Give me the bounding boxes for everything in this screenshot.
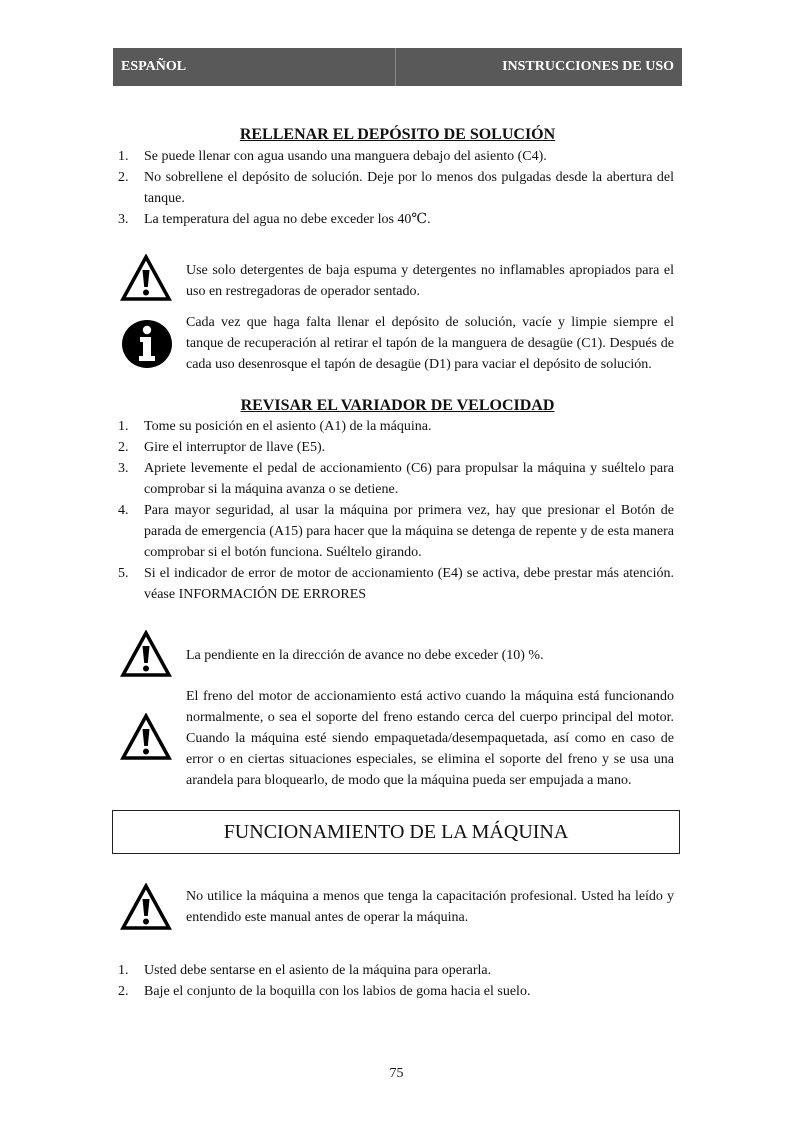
list-item: 1. Se puede llenar con agua usando una manguera debajo del asiento (C4). xyxy=(118,149,547,164)
info-icon xyxy=(121,319,173,369)
list-item: 1. Usted debe sentarse en el asiento de la máquina para operarla. xyxy=(118,963,492,978)
header-document-title: INSTRUCCIONES DE USO xyxy=(502,59,674,74)
warning-text-slope: La pendiente en la dirección de avance no debe exceder (10) %. xyxy=(186,648,544,663)
warning-text-detergents: Use solo detergentes de baja espuma y detergentes no inflamables apropiados para el uso en restregadoras de operador sentado. xyxy=(186,263,674,299)
list-item: 3. Apriete levemente el pedal de accionamiento (C6) para propulsar la máquina y suéltelo para comprobar si la máquina avanza o se detiene. xyxy=(118,461,674,497)
warning-text-brake: El freno del motor de accionamiento está activo cuando la máquina está funcionando normalmente, o sea el soporte del freno estando cerca del cuerpo principal del motor. Cuando la máquina esté siendo empaquetada/desempaquetada, así como en caso de error o en ciertas situaciones especiales, se elimina el soporte del freno y se usa una arandela para bloquearlo, de modo que la máquina pueda ser empujada a mano. xyxy=(186,689,674,788)
list-item: 2. No sobrellene el depósito de solución. Deje por lo menos dos pulgadas desde la abertura del tanque. xyxy=(118,170,674,206)
list-item: 2. Gire el interruptor de llave (E5). xyxy=(118,440,326,455)
list-item: 4. Para mayor seguridad, al usar la máquina por primera vez, hay que presionar el Botón de parada de emergencia (A15) para hacer que la máquina se detenga de repente y de esta manera comprobar si el botón funciona. Suéltelo girando. xyxy=(118,503,674,560)
list-item: 2. Baje el conjunto de la boquilla con los labios de goma hacia el suelo. xyxy=(118,984,531,999)
list-item: 5. Si el indicador de error de motor de accionamiento (E4) se activa, debe prestar más atención. véase INFORMACIÓN DE ERRORES xyxy=(118,566,674,602)
page-header xyxy=(113,48,682,86)
info-text-empty-tank: Cada vez que haga falta llenar el depósito de solución, vacíe y limpie siempre el tanque de recuperación al retirar el tapón de la manguera de desagüe (C1). Después de cada uso desenrosque el tapón de desagüe (D1) para vaciar el depósito de solución. xyxy=(186,315,674,372)
list-item: 1. Tome su posición en el asiento (A1) de la máquina. xyxy=(118,419,432,434)
list-speed-check xyxy=(118,416,674,605)
section-heading-fill-solution: RELLENAR EL DEPÓSITO DE SOLUCIÓN xyxy=(239,126,556,143)
section-heading-operation: FUNCIONAMIENTO DE LA MÁQUINA xyxy=(112,810,680,854)
section-heading-speed-check: REVISAR EL VARIADOR DE VELOCIDAD xyxy=(240,397,555,414)
warning-icon xyxy=(120,713,172,761)
header-language: ESPAÑOL xyxy=(113,48,396,86)
list-operation xyxy=(118,960,674,1002)
warning-icon xyxy=(120,630,172,678)
list-fill-solution xyxy=(118,146,674,230)
page-number: 75 xyxy=(389,1066,404,1081)
warning-icon xyxy=(120,254,172,302)
warning-icon xyxy=(120,883,172,931)
warning-text-training: No utilice la máquina a menos que tenga la capacitación profesional. Usted ha leído y entendido este manual antes de operar la máquina. xyxy=(186,889,674,925)
list-item: 3. La temperatura del agua no debe exceder los 40℃. xyxy=(118,212,431,227)
